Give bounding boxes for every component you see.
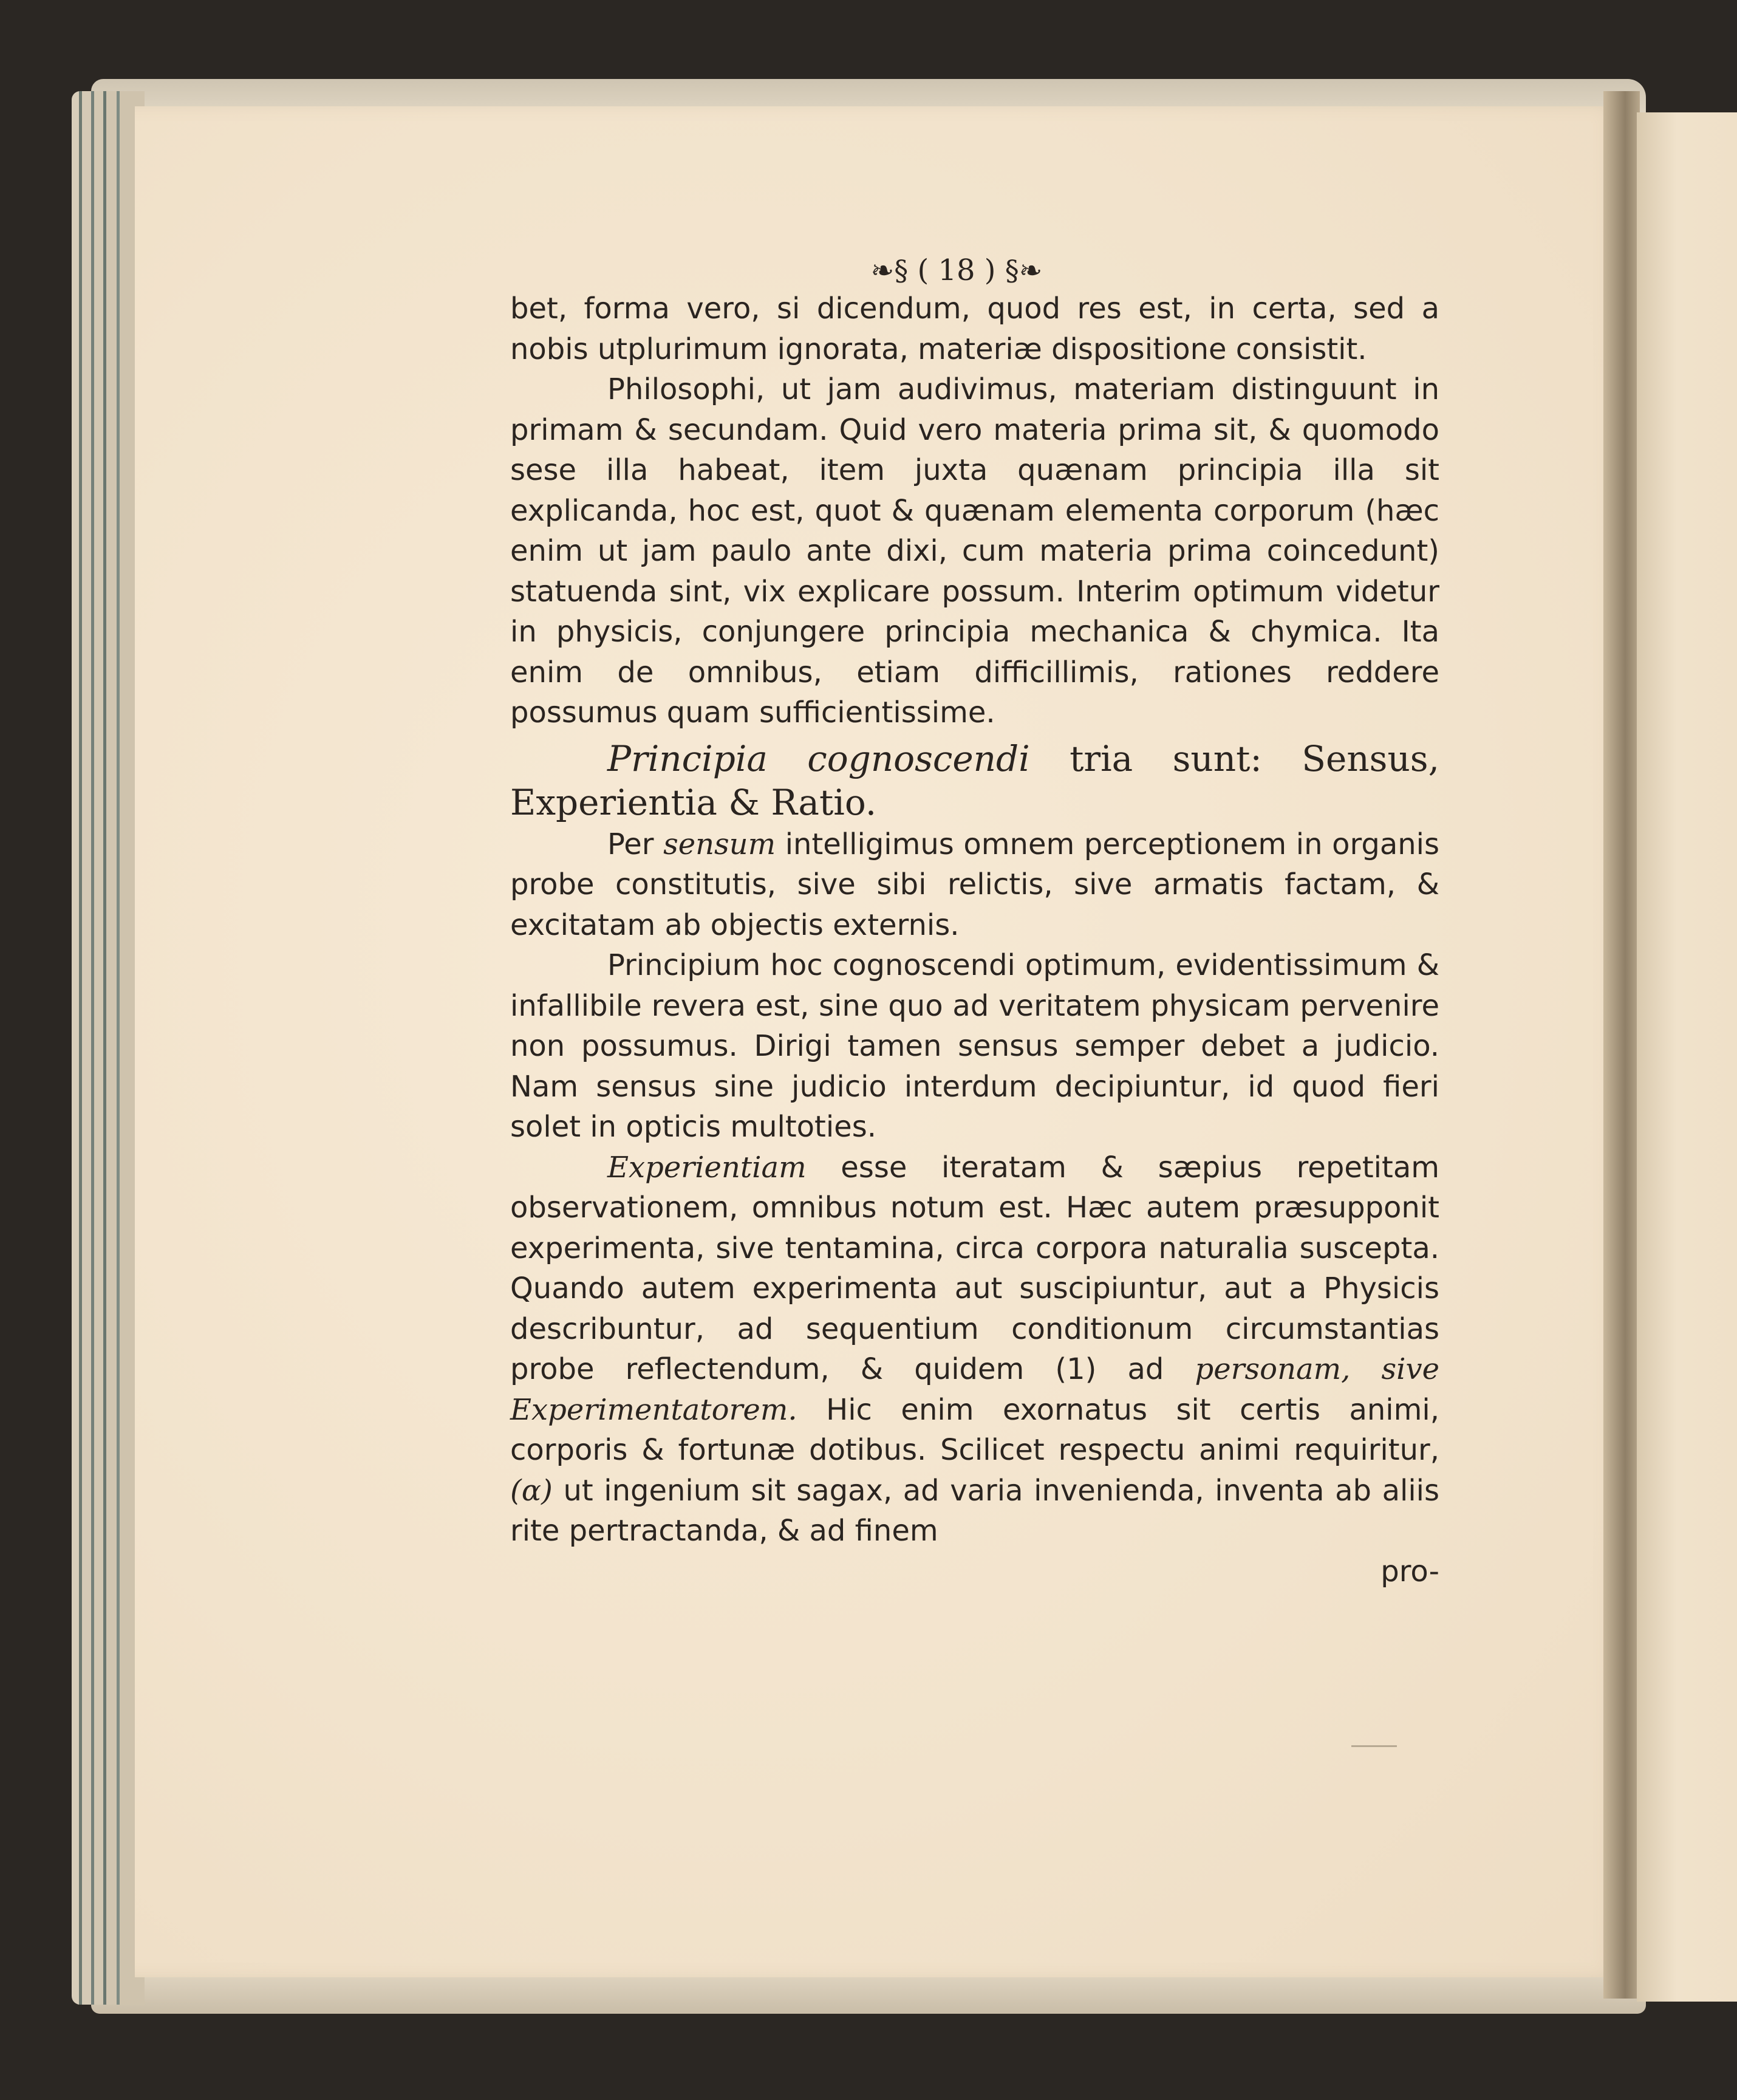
- right-ornament-icon: §❧: [1005, 254, 1043, 287]
- p5-mid: esse iteratam & sæpius repetitam observationem, omnibus notum est. Hæc autem præsupponit experimenta, sive tentamina, circa corpora naturalia suscepta. Quando autem experimenta aut suscipiuntur, aut a Physicis describuntur, ad sequentium conditionum circumstantias probe reflectendum, & quidem (1) ad: [510, 1150, 1439, 1386]
- p3-lead: Per: [607, 827, 664, 861]
- left-ornament-icon: ❧§: [870, 254, 909, 287]
- heading-italic: Principia cognoscendi: [607, 737, 1030, 779]
- p5-tail: Hic enim exornatus sit certis animi, corporis & fortunæ dotibus. Scilicet respectu animi requiritur,: [510, 1392, 1439, 1467]
- paragraph-5: [510, 1147, 1439, 1551]
- page-text: [510, 252, 1439, 1592]
- right-page-sliver: [1637, 112, 1737, 2002]
- page-number: ( 18 ): [917, 253, 996, 287]
- p5-end: ut ingenium sit sagax, ad varia invenienda, inventa ab aliis rite pertractanda, & ad finem: [510, 1473, 1439, 1548]
- paragraph-1: bet, forma vero, si dicendum, quod res est, in certa, sed a nobis utplurimum ignorata, materiæ dispositione consistit.: [510, 292, 1439, 366]
- stacked-page-edges: [72, 91, 145, 2005]
- p3-italic: sensum: [663, 827, 776, 861]
- paragraph-3: [510, 824, 1439, 946]
- heading-rest: tria sunt: Sensus, Experientia & Ratio.: [510, 737, 1439, 823]
- p5-italic-2: personam, sive Experimentatorem.: [510, 1352, 1439, 1427]
- p5-italic-3: (α): [510, 1473, 553, 1508]
- stray-mark: [1351, 1745, 1397, 1747]
- p3-rest: intelligimus omnem perceptionem in organis probe constitutis, sive sibi relictis, sive armatis factam, & excitatam ab objectis externis.: [510, 827, 1439, 942]
- catchword: pro-: [1380, 1554, 1439, 1589]
- principia-heading: [510, 737, 1439, 824]
- book-gutter: [1603, 91, 1640, 1999]
- running-header: [474, 252, 1439, 289]
- paragraph-4: Principium hoc cognoscendi optimum, evidentissimum & infallibile revera est, sine quo ad veritatem physicam pervenire non possumus. Dirigi tamen sensus semper debet a judicio. Nam sensus sine judicio interdum decipiuntur, id quod fieri solet in opticis multoties.: [510, 948, 1439, 1144]
- paragraph-2: Philosophi, ut jam audivimus, materiam distinguunt in primam & secundam. Quid vero materia prima sit, & quomodo sese illa habeat, item juxta quænam principia illa sit explicanda, hoc est, quot & quænam elementa corporum (hæc enim ut jam paulo ante dixi, cum materia prima coincedunt) statuenda sint, vix explicare possum. Interim optimum videtur in physicis, conjungere principia mechanica & chymica. Ita enim de omnibus, etiam difficillimis, rationes reddere possumus quam sufficientissime.: [510, 372, 1439, 730]
- p5-italic: Experientiam: [607, 1150, 807, 1185]
